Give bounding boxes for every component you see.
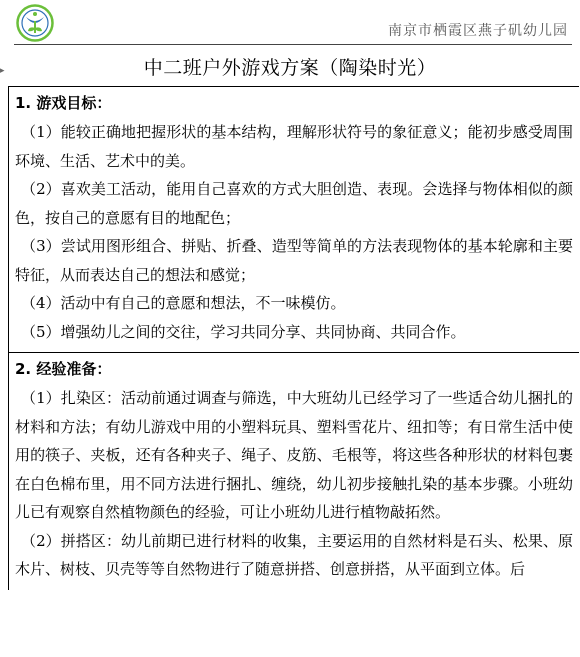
document-title: 中二班户外游戏方案（陶染时光） [143, 57, 437, 79]
paragraph: （1）能较正确地把握形状的基本结构，理解形状符号的象征意义；能初步感受周围环境、生活、艺术中的美。 [15, 123, 573, 170]
kindergarten-logo-icon [16, 4, 54, 42]
section-preparation [9, 353, 579, 590]
section-heading: 1. 游戏目标： [15, 94, 112, 112]
section-goals [9, 87, 579, 353]
section-heading: 2. 经验准备： [15, 360, 112, 378]
paragraph: （3）尝试用图形组合、拼贴、折叠、造型等简单的方法表现物体的基本轮廓和主要特征，从而表达自己的想法和感觉； [15, 237, 573, 284]
paragraph: （4）活动中有自己的意愿和想法，不一味模仿。 [21, 294, 346, 312]
plan-table [8, 86, 579, 590]
school-name: 南京市栖霞区燕子矶幼儿园 [388, 23, 568, 39]
paragraph: （1）扎染区：活动前通过调查与筛选，中大班幼儿已经学习了一些适合幼儿捆扎的材料和方法；有幼儿游戏中用的小塑料玩具、塑料雪花片、纽扣等；有日常生活中使用的筷子、夹板，还有各种夹子、绳子、皮筋、毛根等，将这些各种形状的材料包裹在白色棉布里，用不同方法进行捆扎、缠绕，幼儿初步接触扎染的基本步骤。小班幼儿已有观察自然植物颜色的经验，可让小班幼儿进行植物敲拓然。 [15, 389, 573, 521]
paragraph: （2）拼搭区：幼儿前期已进行材料的收集，主要运用的自然材料是石头、松果、原木片、树枝、贝壳等等自然物进行了随意拼搭、创意拼搭，从平面到立体。后 [15, 531, 573, 578]
paragraph: （5）增强幼儿之间的交往，学习共同分享、共同协商、共同合作。 [21, 322, 466, 341]
margin-marker: ▸ [0, 66, 5, 76]
paragraph: （2）喜欢美工活动，能用自己喜欢的方式大胆创造、表现。会选择与物体相似的颜色，按自己的意愿有目的地配色； [15, 180, 573, 227]
header-divider [14, 44, 572, 45]
page-header [0, 0, 580, 46]
